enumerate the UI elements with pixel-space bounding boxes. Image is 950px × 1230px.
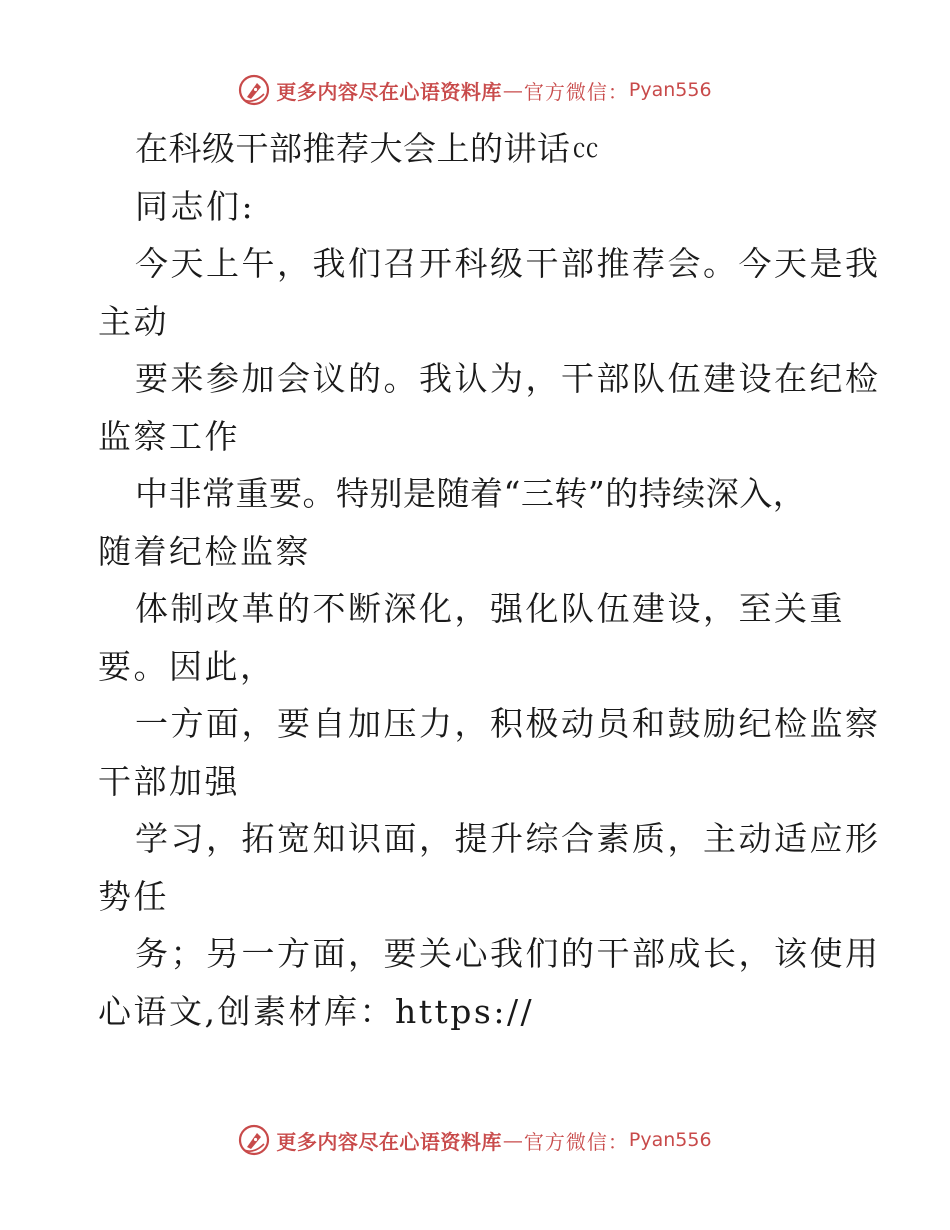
document-line: 监察工作 <box>98 416 240 456</box>
document-line: 今天上午，我们召开科级干部推荐会。今天是我 <box>135 244 881 283</box>
document-title <box>98 124 858 182</box>
document-line: 体制改革的不断深化，强化队伍建设，至关重 <box>135 589 845 628</box>
document-line: 务；另一方面，要关心我们的干部成长，该使用 <box>135 934 881 973</box>
document-body <box>98 124 881 1044</box>
document-line: 主动 <box>98 301 169 341</box>
document-title-mark: ㏄ <box>572 134 600 164</box>
document-line: 势任 <box>98 876 169 916</box>
document-line: 干部加强 <box>98 761 240 801</box>
header-banner <box>0 70 950 110</box>
banner-wechat-id: Pyan556 <box>628 79 712 101</box>
document-line: 要来参加会议的。我认为，干部队伍建设在纪检 <box>135 359 881 398</box>
document-line: 心语文,创素材库：https:// <box>98 991 535 1031</box>
banner-dash: — <box>502 78 523 102</box>
document-line: 要。因此， <box>98 646 276 686</box>
banner-wechat-label: 官方微信： <box>523 79 629 104</box>
document-line: 学习，拓宽知识面，提升综合素质，主动适应形 <box>135 819 881 858</box>
document-line: 一方面，要自加压力，积极动员和鼓励纪检监察 <box>135 704 881 743</box>
document-line: 中非常重要。特别是随着“三转”的持续深入， <box>135 474 807 513</box>
document-line: 随着纪检监察 <box>98 531 311 571</box>
footer-banner <box>0 1120 950 1160</box>
document-title-text: 在科级干部推荐大会上的讲话 <box>135 129 571 168</box>
document-line: 同志们: <box>135 186 256 226</box>
banner-dash: — <box>502 1128 523 1152</box>
banner-wechat-id: Pyan556 <box>628 1129 712 1151</box>
pen-nib-icon <box>238 1124 270 1156</box>
banner-wechat-label: 官方微信： <box>523 1129 629 1154</box>
banner-brand: 更多内容尽在心语资料库 <box>276 1129 502 1154</box>
banner-brand: 更多内容尽在心语资料库 <box>276 79 502 104</box>
pen-nib-icon <box>238 74 270 106</box>
